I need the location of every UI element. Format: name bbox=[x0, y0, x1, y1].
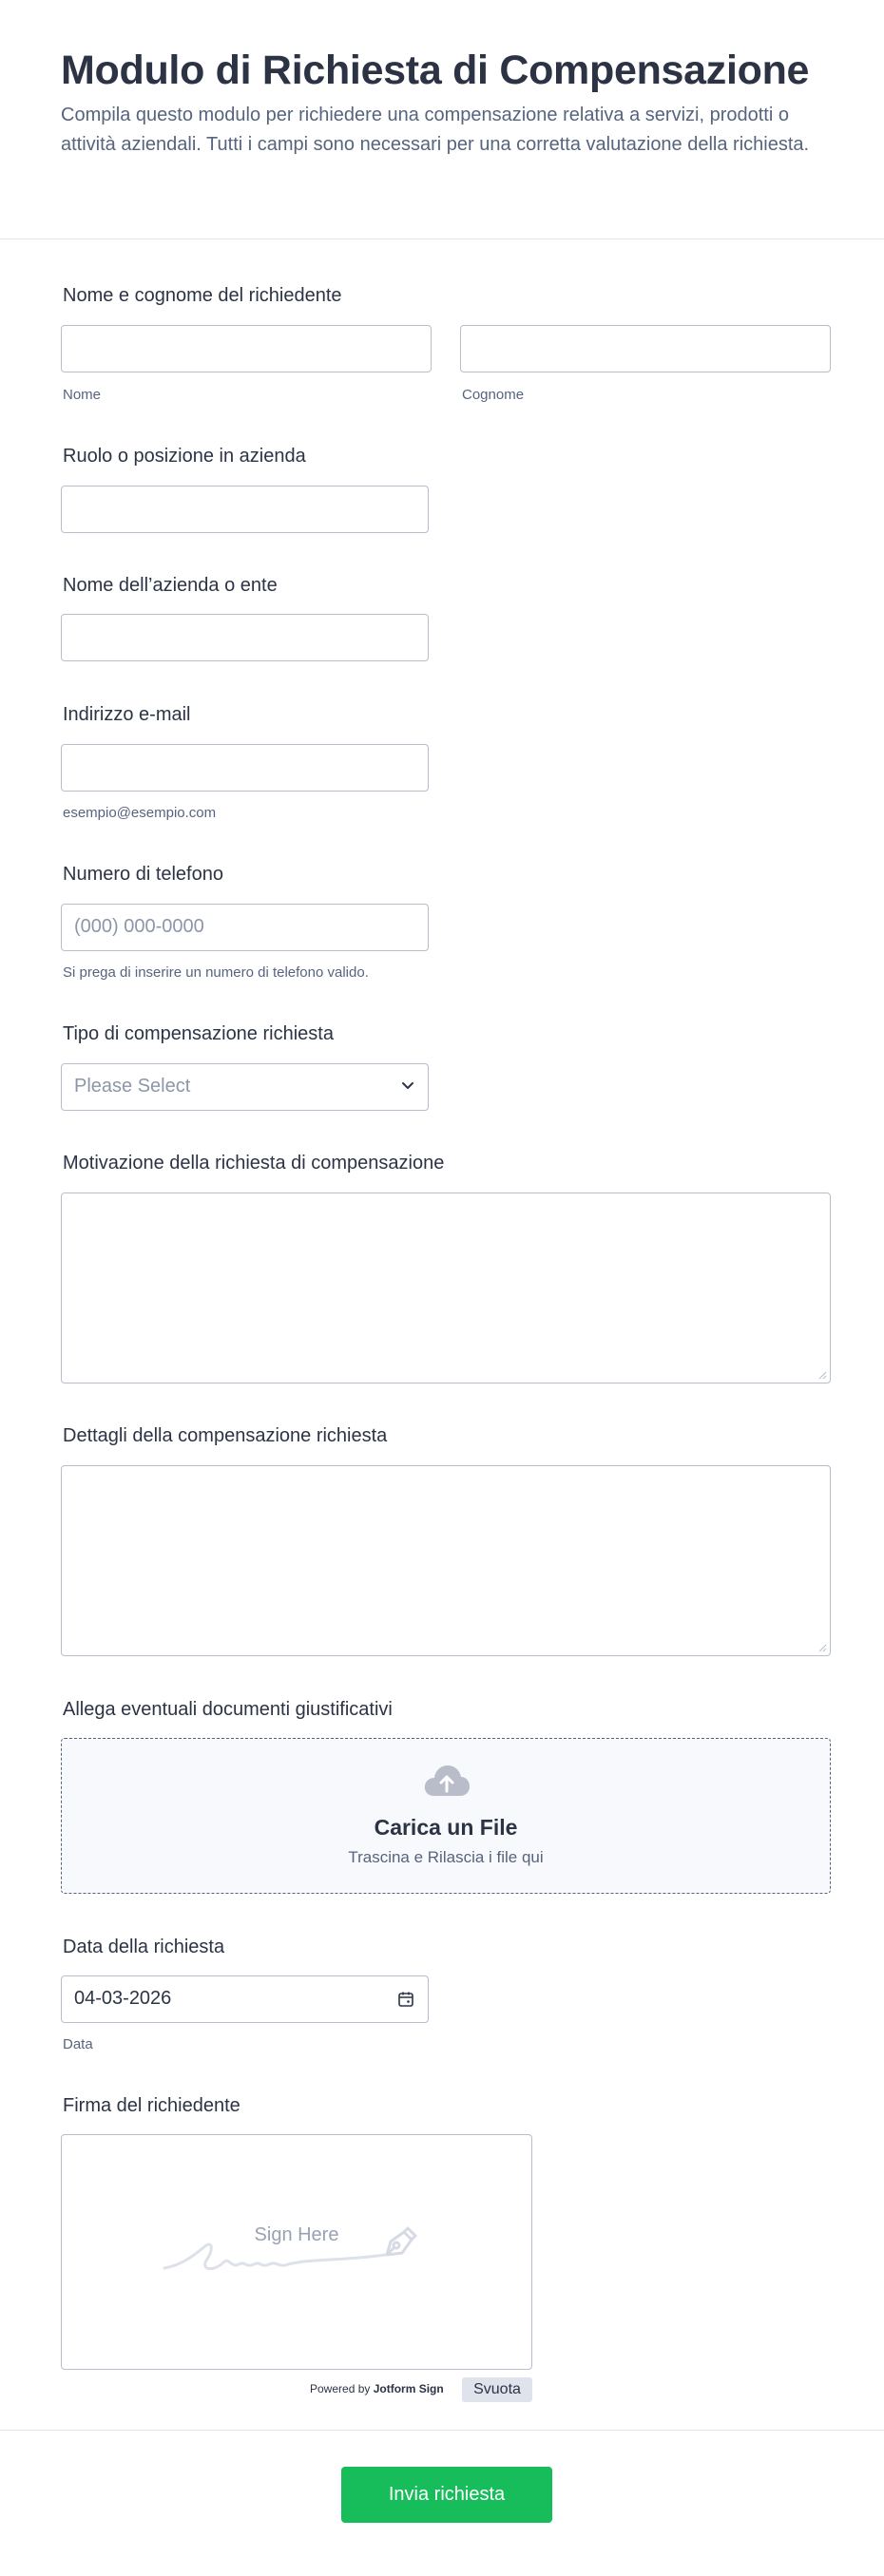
last-name-input[interactable] bbox=[460, 325, 831, 372]
cloud-upload-icon bbox=[423, 1764, 471, 1798]
date-input[interactable]: 04-03-2026 bbox=[61, 1975, 429, 2023]
phone-input[interactable]: (000) 000-0000 bbox=[61, 904, 429, 951]
phone-sublabel: Si prega di inserire un numero di telefono valido. bbox=[63, 964, 369, 981]
file-upload-dropzone[interactable] bbox=[61, 1738, 831, 1894]
powered-by: Powered by Jotform Sign bbox=[310, 2382, 444, 2395]
date-sublabel: Data bbox=[63, 2036, 93, 2052]
last-name-sublabel: Cognome bbox=[462, 387, 525, 403]
first-name-input[interactable] bbox=[61, 325, 432, 372]
resize-handle-icon[interactable] bbox=[817, 1643, 827, 1652]
chevron-down-icon bbox=[401, 1081, 414, 1091]
date-label: Data della richiesta bbox=[63, 1937, 225, 1957]
clear-signature-button[interactable]: Svuota bbox=[462, 2377, 532, 2402]
upload-subtitle: Trascina e Rilascia i file qui bbox=[348, 1848, 544, 1866]
signature-label: Firma del richiedente bbox=[63, 2095, 240, 2116]
phone-label: Numero di telefono bbox=[63, 864, 223, 885]
form-description: Compila questo modulo per richiedere una compensazione relativa a servizi, prodotti o attività aziendali. Tutti i campi sono necessari per una corretta valutazione della richiesta. bbox=[61, 105, 810, 155]
name-label: Nome e cognome del richiedente bbox=[63, 285, 342, 306]
email-input[interactable] bbox=[61, 744, 429, 792]
signature-placeholder: Sign Here bbox=[254, 2224, 339, 2245]
form-title: Modulo di Richiesta di Compensazione bbox=[61, 48, 810, 93]
attachments-label: Allega eventuali documenti giustificativi bbox=[63, 1699, 393, 1720]
first-name-sublabel: Nome bbox=[63, 387, 102, 403]
submit-button[interactable]: Invia richiesta bbox=[341, 2467, 552, 2523]
signature-pad[interactable] bbox=[61, 2134, 532, 2370]
reason-textarea[interactable] bbox=[61, 1193, 831, 1383]
role-label: Ruolo o posizione in azienda bbox=[63, 446, 306, 467]
company-input[interactable] bbox=[61, 614, 429, 661]
company-label: Nome dell’azienda o ente bbox=[63, 575, 278, 596]
email-sublabel: esempio@esempio.com bbox=[63, 805, 217, 821]
details-textarea[interactable] bbox=[61, 1465, 831, 1656]
resize-handle-icon[interactable] bbox=[817, 1370, 827, 1380]
email-label: Indirizzo e-mail bbox=[63, 704, 191, 725]
details-label: Dettagli della compensazione richiesta bbox=[63, 1425, 388, 1446]
upload-title: Carica un File bbox=[374, 1815, 518, 1840]
calendar-icon[interactable] bbox=[397, 1991, 414, 2008]
reason-label: Motivazione della richiesta di compensazione bbox=[63, 1153, 445, 1174]
role-input[interactable] bbox=[61, 486, 429, 533]
comp-type-label: Tipo di compensazione richiesta bbox=[63, 1023, 334, 1044]
comp-type-select[interactable]: Please Select bbox=[61, 1063, 429, 1111]
footer-divider bbox=[0, 2430, 884, 2431]
